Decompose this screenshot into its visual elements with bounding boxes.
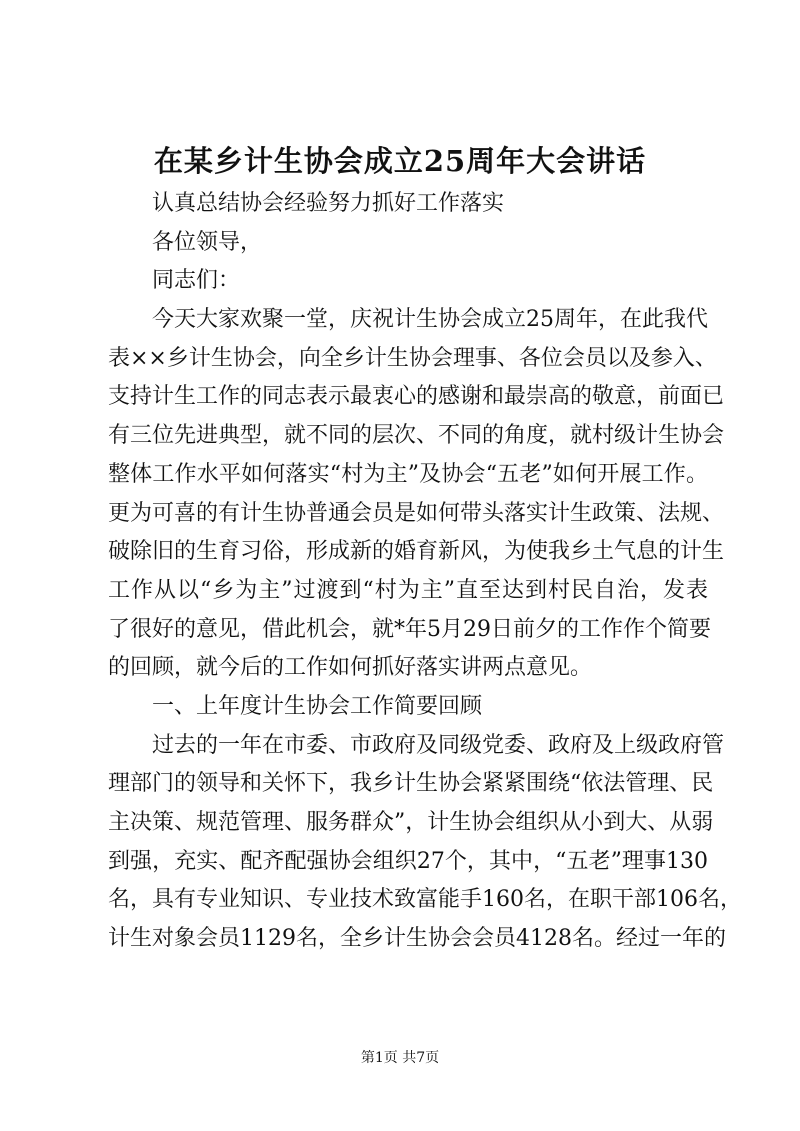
document-title: 在某乡计生协会成立25周年大会讲话 bbox=[153, 144, 647, 178]
paragraph-line: 破除旧的生育习俗，形成新的婚育新风，为使我乡土气息的计生 bbox=[108, 539, 725, 565]
paragraph-line: 更为可喜的有计生协普通会员是如何带头落实计生政策、法规、 bbox=[108, 500, 725, 526]
paragraph-review bbox=[108, 727, 742, 959]
section-heading: 一、上年度计生协会工作简要回顾 bbox=[152, 693, 483, 719]
page-footer: 第1页 共7页 bbox=[360, 1050, 440, 1066]
greeting-comrades: 同志们： bbox=[152, 268, 241, 294]
paragraph-line: 的回顾，就今后的工作如何抓好落实讲两点意见。 bbox=[108, 655, 593, 681]
paragraph-line: 工作从以“乡为主”过渡到“村为主”直至达到村民自治，发表 bbox=[108, 577, 708, 603]
paragraph-line: 了很好的意见，借此机会，就*年5月29日前夕的工作作个简要 bbox=[108, 616, 711, 642]
paragraph-line: 主决策、规范管理、服务群众”，计生协会组织从小到大、从弱 bbox=[108, 810, 714, 836]
paragraph-line: 整体工作水平如何落实“村为主”及协会“五老”如何开展工作。 bbox=[108, 461, 708, 487]
subtitle: 认真总结协会经验努力抓好工作落实 bbox=[152, 191, 505, 216]
paragraph-line: 理部门的领导和关怀下，我乡计生协会紧紧围绕“依法管理、民 bbox=[108, 771, 714, 797]
paragraph-line: 今天大家欢聚一堂，庆祝计生协会成立25周年，在此我代 bbox=[152, 307, 708, 333]
paragraph-line: 表××乡计生协会，向全乡计生协会理事、各位会员以及参入、 bbox=[108, 345, 717, 371]
document-body bbox=[108, 185, 742, 959]
paragraph-line: 名，具有专业知识、专业技术致富能手160名，在职干部106名， bbox=[108, 887, 742, 913]
paragraph-opening bbox=[108, 301, 725, 688]
paragraph-line: 过去的一年在市委、市政府及同级党委、政府及上级政府管 bbox=[152, 732, 725, 758]
paragraph-line: 有三位先进典型，就不同的层次、不同的角度，就村级计生协会 bbox=[108, 423, 725, 449]
paragraph-line: 支持计生工作的同志表示最衷心的感谢和最崇高的敬意，前面已 bbox=[108, 384, 725, 410]
paragraph-line: 计生对象会员1129名，全乡计生协会会员4128名。经过一年的 bbox=[108, 926, 726, 952]
paragraph-line: 到强，充实、配齐配强协会组织27个，其中，“五老”理事130 bbox=[108, 848, 708, 874]
greeting-leaders: 各位领导， bbox=[152, 229, 263, 255]
